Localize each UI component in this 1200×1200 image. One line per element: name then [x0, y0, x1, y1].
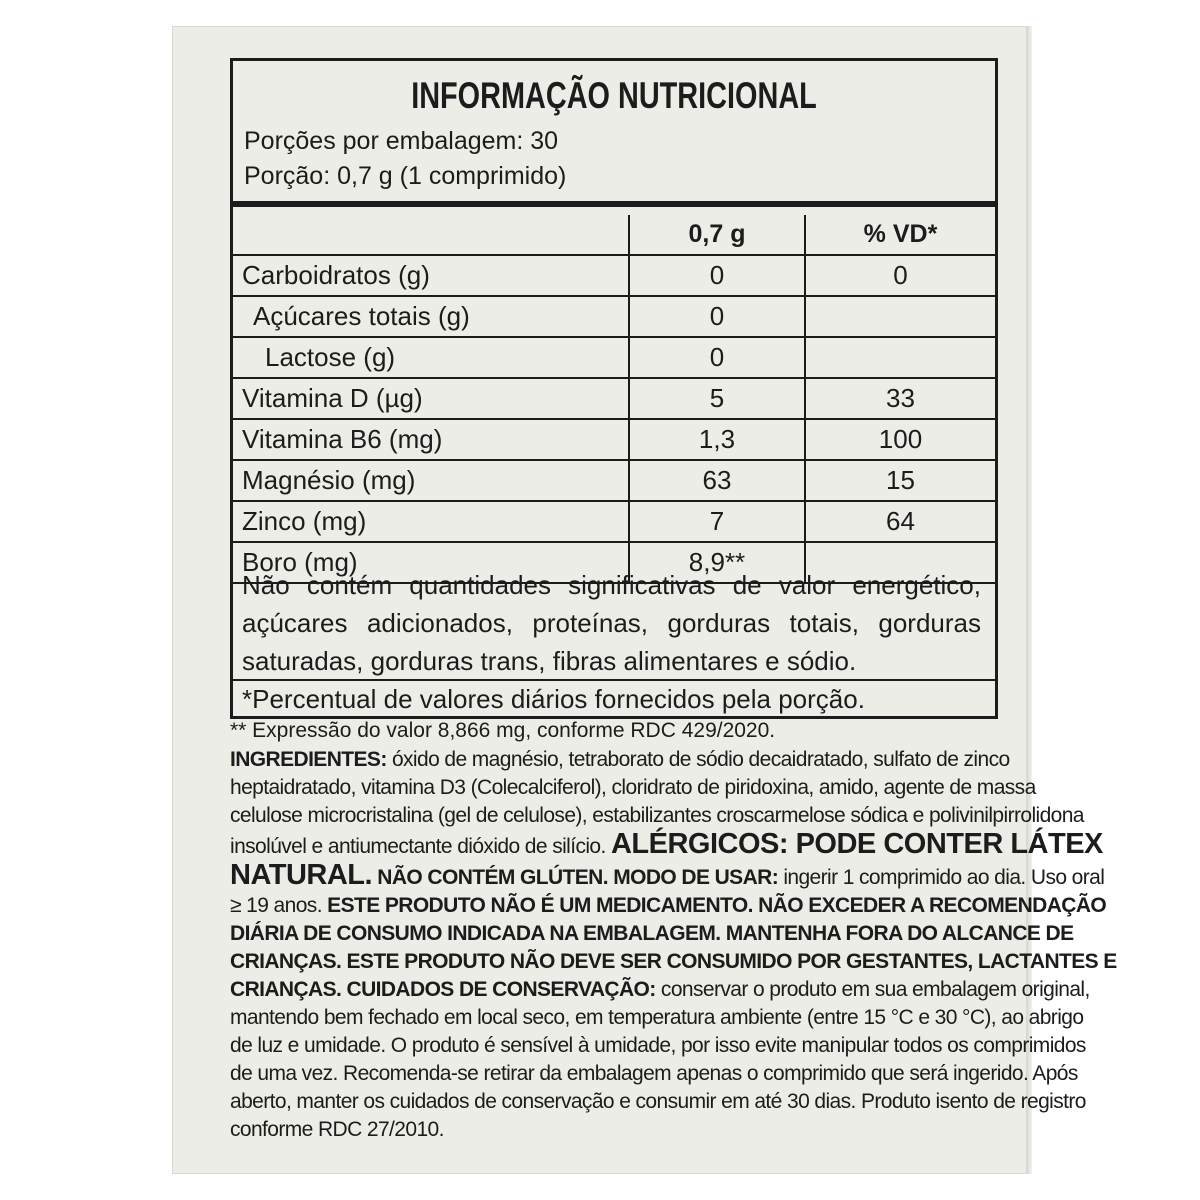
nutrient-name: Carboidratos (g) — [233, 255, 629, 296]
table-row — [233, 378, 995, 419]
nutrient-name: Lactose (g) — [233, 337, 629, 378]
table-row — [233, 337, 995, 378]
allergens-warning-cont: NATURAL. — [230, 859, 373, 891]
nutrient-dv: 100 — [805, 419, 995, 460]
nutrient-name: Magnésio (mg) — [233, 460, 629, 501]
allergens-warning: ALÉRGICOS: PODE CONTER LÁTEX — [610, 828, 1103, 860]
age-text: ≥ 19 anos. — [230, 894, 328, 917]
footnote-divider — [233, 679, 995, 681]
nutrient-name: Vitamina D (µg) — [233, 378, 629, 419]
nutrient-amount: 7 — [629, 501, 805, 542]
nutrient-dv: 0 — [805, 255, 995, 296]
table-header-row — [233, 215, 995, 255]
nutrient-amount: 63 — [629, 460, 805, 501]
warning-text: ESTE PRODUTO NÃO É UM MEDICAMENTO. NÃO EXCEDER A RECOMENDAÇÃO — [327, 894, 1107, 917]
nutrient-dv: 15 — [805, 460, 995, 501]
nutrition-facts-box — [230, 58, 998, 719]
ingredients-line: heptaidratado, vitamina D3 (Colecalciferol), cloridrato de piridoxina, amido, agente de massa — [230, 776, 1036, 799]
nutrient-amount: 8,9** — [629, 542, 805, 583]
thick-divider — [233, 201, 995, 207]
storage-text: conservar o produto em sua embalagem original, — [655, 978, 1090, 1001]
storage-line: de luz e umidade. O produto é sensível à umidade, por isso evite manipular todos os comprimidos — [230, 1034, 1086, 1057]
ingredients-line — [230, 828, 1103, 861]
ingredients-line — [230, 746, 1035, 774]
ingredients-label: INGREDIENTES: — [230, 748, 387, 771]
warning-text: CRIANÇAS. ESTE PRODUTO NÃO DEVE SER CONSUMIDO POR GESTANTES, LACTANTES E — [230, 950, 1117, 973]
dv-footnote: *Percentual de valores diários fornecidos pela porção. — [242, 684, 865, 714]
servings-per-package: Porções por embalagem: 30 — [244, 127, 559, 155]
ingredients-line: celulose microcristalina (gel de celulose), estabilizantes croscarmelose sódica e polivinilpirrolidona — [230, 804, 1084, 827]
nutrient-dv: 64 — [805, 501, 995, 542]
nutrition-table — [233, 215, 995, 584]
warning-line — [230, 920, 1074, 948]
storage-line — [230, 976, 1090, 1004]
nutrient-amount: 1,3 — [629, 419, 805, 460]
warning-line — [230, 948, 1117, 976]
storage-line: mantendo bem fechado em local seco, em temperatura ambiente (entre 15 °C e 30 °C), ao abrigo — [230, 1006, 1084, 1029]
ingredients-text: insolúvel e antiumectante dióxido de silício. — [230, 835, 611, 858]
nutrition-title: INFORMAÇÃO NUTRICIONAL — [411, 75, 817, 116]
storage-line: conforme RDC 27/2010. — [230, 1118, 444, 1141]
warning-text: DIÁRIA DE CONSUMO INDICADA NA EMBALAGEM. MANTENHA FORA DO ALCANCE DE — [230, 922, 1074, 945]
ingredients-text: óxido de magnésio, tetraborato de sódio decaidratado, sulfato de zinco — [386, 748, 1010, 771]
gluten-usage-label: NÃO CONTÉM GLÚTEN. MODO DE USAR: — [372, 866, 779, 889]
usage-line — [230, 859, 1105, 892]
warning-line — [230, 892, 1107, 920]
nutrient-amount: 0 — [629, 337, 805, 378]
table-row — [233, 255, 995, 296]
nutrient-name: Vitamina B6 (mg) — [233, 419, 629, 460]
nutrient-dv — [805, 296, 995, 337]
not-significant-note: Não contém quantidades significativas de valor energético, açúcares adicionados, proteínas, gorduras totais, gorduras saturadas, gorduras trans, fibras alimentares e sódio. — [242, 570, 981, 676]
table-row — [233, 460, 995, 501]
table-row — [233, 501, 995, 542]
serving-size: Porção: 0,7 g (1 comprimido) — [244, 162, 567, 190]
nutrient-dv: 33 — [805, 378, 995, 419]
header-amount: 0,7 g — [629, 215, 805, 255]
usage-text: ingerir 1 comprimido ao dia. Uso oral — [778, 866, 1105, 889]
label-text — [230, 746, 1117, 1144]
header-dv: % VD* — [805, 215, 995, 255]
storage-line: aberto, manter os cuidados de conservação e consumir em até 30 dias. Produto isento de registro — [230, 1090, 1086, 1113]
nutrient-name: Boro (mg) — [233, 542, 629, 583]
table-row — [233, 296, 995, 337]
nutrient-amount: 0 — [629, 255, 805, 296]
storage-label: CRIANÇAS. CUIDADOS DE CONSERVAÇÃO: — [230, 978, 656, 1001]
nutrient-dv — [805, 337, 995, 378]
header-name — [233, 215, 629, 255]
nutrient-amount: 5 — [629, 378, 805, 419]
storage-line: de uma vez. Recomenda-se retirar da embalagem apenas o comprimido que será ingerido. Após — [230, 1062, 1078, 1085]
boron-footnote: ** Expressão do valor 8,866 mg, conforme RDC 429/2020. — [230, 719, 776, 742]
table-row — [233, 419, 995, 460]
nutrient-name: Zinco (mg) — [233, 501, 629, 542]
nutrient-name: Açúcares totais (g) — [233, 296, 629, 337]
nutrient-amount: 0 — [629, 296, 805, 337]
